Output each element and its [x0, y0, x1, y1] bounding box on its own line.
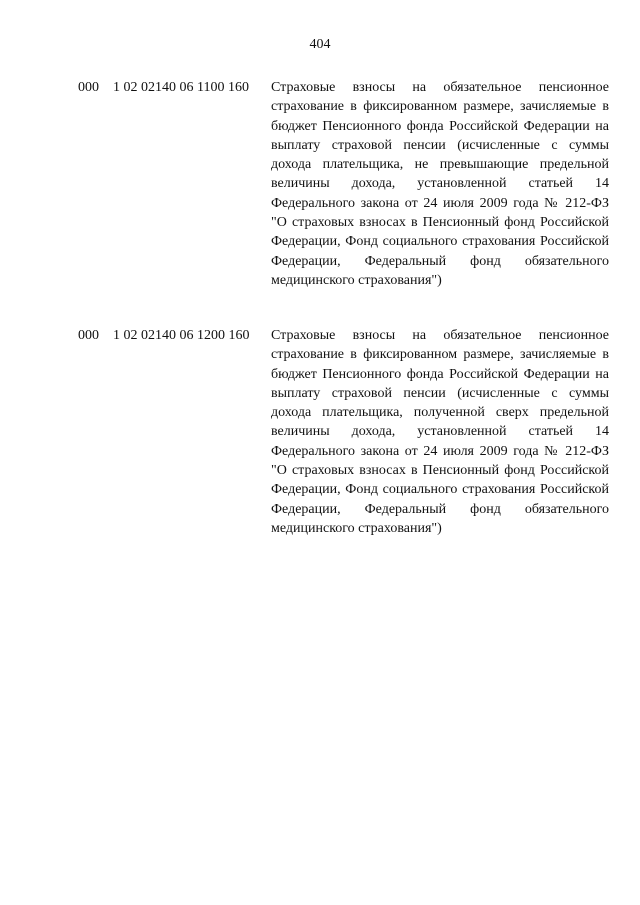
administrator-code: 000 [78, 328, 99, 343]
administrator-code: 000 [78, 80, 99, 95]
budget-classification-code: 1 02 02140 06 1100 160 [113, 80, 249, 95]
revenue-description: Страховые взносы на обязательное пенсионное страхование в фиксированном размере, зачисляемые в бюджет Пенсионного фонда Российской Федерации на выплату страховой пенсии (исчисленные с суммы дохода плательщика, не превышающие предельной величины дохода, установленной статьей 14 Федерального закона от 24 июля 2009 года № 212-ФЗ "О страховых взносах в Пенсионный фонд Российской Федерации, Фонд социального страхования Российской Федерации, Федеральный фонд обязательного медицинского страхования") [271, 80, 609, 288]
table-row [0, 326, 640, 574]
table-row [0, 78, 640, 326]
revenue-description: Страховые взносы на обязательное пенсионное страхование в фиксированном размере, зачисляемые в бюджет Пенсионного фонда Российской Федерации на выплату страховой пенсии (исчисленные с суммы дохода плательщика, полученной сверх предельной величины дохода, установленной статьей 14 Федерального закона от 24 июля 2009 года № 212-ФЗ "О страховых взносах в Пенсионный фонд Российской Федерации, Фонд социального страхования Российской Федерации, Федеральный фонд обязательного медицинского страхования") [271, 328, 609, 536]
page-number: 404 [309, 37, 331, 52]
budget-code-table [0, 78, 640, 574]
budget-classification-code: 1 02 02140 06 1200 160 [113, 328, 250, 343]
